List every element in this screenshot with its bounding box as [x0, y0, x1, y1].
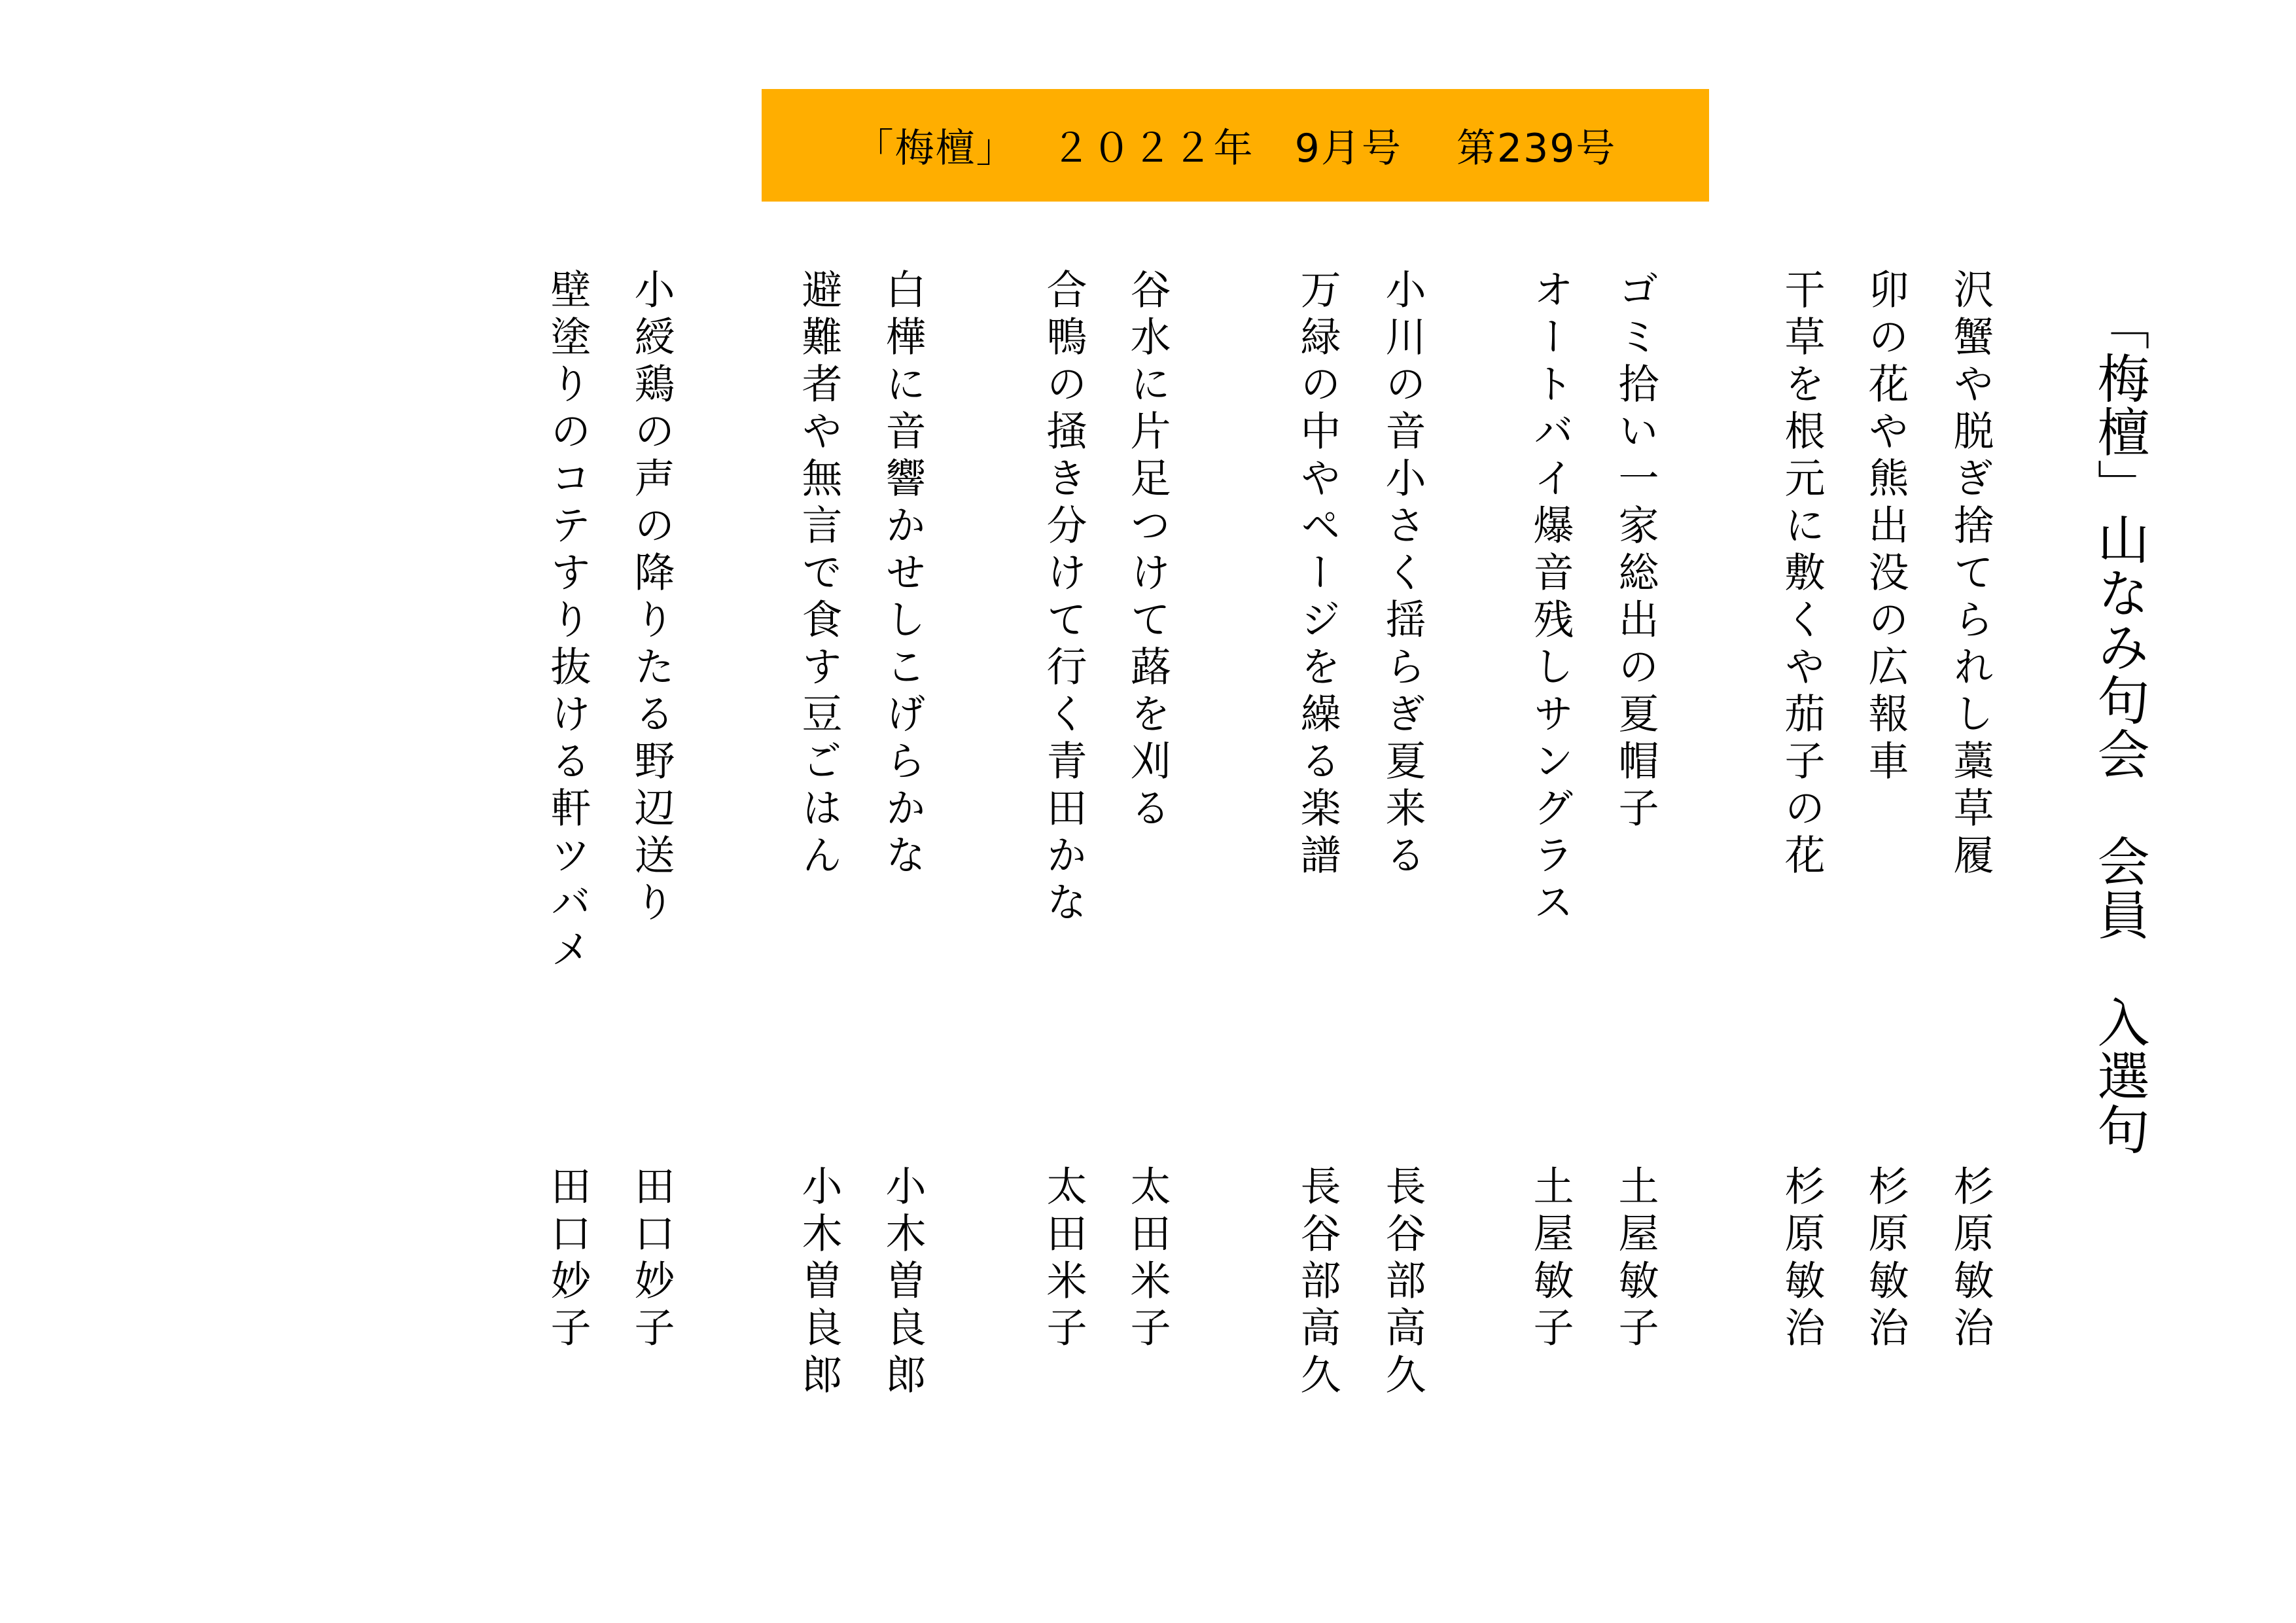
author-8: 太田米子: [1123, 1165, 1171, 1353]
haiku-10: 白樺に音響かせしこげらかな: [879, 268, 927, 881]
author-3: 杉原敏治: [1778, 1165, 1826, 1353]
header-title: 「梅檀」 ２０２２年 9月号 第239号: [854, 126, 1617, 171]
haiku-4: ゴミ拾い一家総出の夏帽子: [1612, 268, 1659, 834]
haiku-12: 小綬鶏の声の降りたる野辺送り: [627, 268, 675, 928]
haiku-9: 合鴨の掻き分けて行く青田かな: [1040, 268, 1087, 928]
author-13: 田口妙子: [544, 1165, 592, 1353]
header-banner: [762, 89, 1709, 202]
haiku-8: 谷水に片足つけて蕗を刈る: [1123, 268, 1171, 834]
author-4: 土屋敏子: [1612, 1165, 1659, 1353]
haiku-11: 避難者や無言で食す豆ごはん: [795, 268, 843, 881]
author-12: 田口妙子: [627, 1165, 675, 1353]
author-9: 太田米子: [1040, 1165, 1087, 1353]
author-1: 杉原敏治: [1947, 1165, 1994, 1353]
author-2: 杉原敏治: [1862, 1165, 1909, 1353]
author-10: 小木曽良郎: [879, 1165, 927, 1400]
author-5: 土屋敏子: [1527, 1165, 1574, 1353]
page-title: 「梅檀」山なみ句会 会員 入選句: [2089, 298, 2149, 1156]
haiku-5: オートバイ爆音残しサングラス: [1527, 268, 1574, 928]
haiku-3: 干草を根元に敷くや茄子の花: [1778, 268, 1826, 881]
haiku-1: 沢蟹や脱ぎ捨てられし藁草履: [1947, 268, 1994, 881]
author-6: 長谷部高久: [1379, 1165, 1426, 1400]
haiku-7: 万緑の中やページを繰る楽譜: [1294, 268, 1341, 881]
haiku-6: 小川の音小さく揺らぎ夏来る: [1379, 268, 1426, 881]
author-7: 長谷部高久: [1294, 1165, 1341, 1400]
author-11: 小木曽良郎: [795, 1165, 843, 1400]
haiku-2: 卯の花や熊出没の広報車: [1862, 268, 1909, 787]
haiku-13: 壁塗りのコテすり抜ける軒ツバメ: [544, 268, 592, 975]
